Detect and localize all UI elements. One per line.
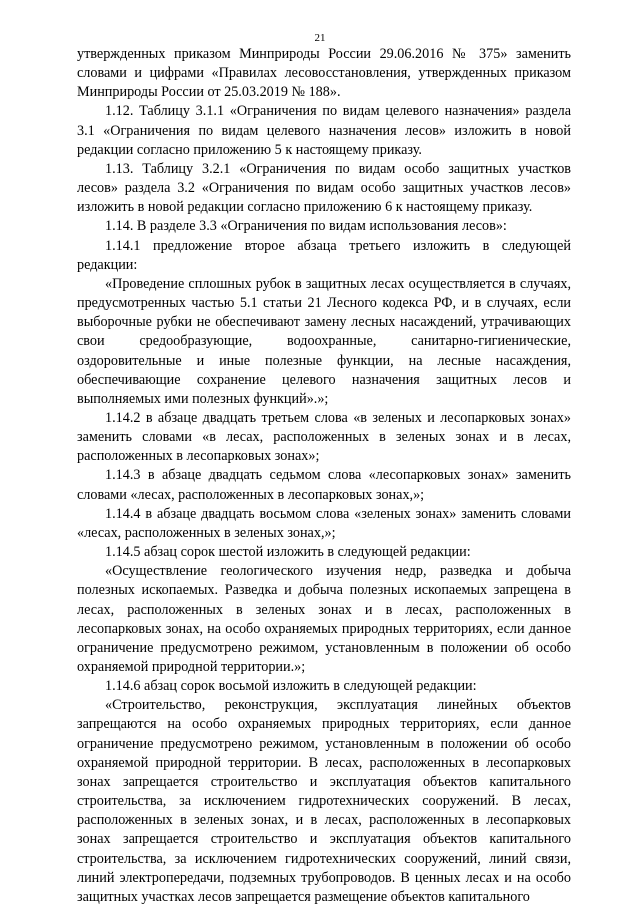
paragraph: 1.13. Таблицу 3.2.1 «Ограничения по видам особо защитных участков лесов» раздела 3.2 «Ограничения по видам особо защитных участков лесов» изложить в новой редакции согласно приложению 6 к настоящему приказу. [77,160,571,216]
paragraph: «Проведение сплошных рубок в защитных лесах осуществляется в случаях, предусмотренных частью 5.1 статьи 21 Лесного кодекса РФ, и в случаях, если выборочные рубки не обеспечивают замену лесных насаждений, утрачивающих свои средообразующие, водоохранные, санитарно-гигиенические, оздоровительные и иные полезные функции, на лесные насаждения, обеспечивающие сохранение целевого назначения защитных лесов и выполняемых ими полезных функций».»; [77,275,571,407]
paragraph: 1.14.3 в абзаце двадцать седьмом слова «лесопарковых зонах» заменить словами «лесах, расположенных в лесопарковых зонах,»; [77,467,571,503]
paragraph: 1.14.2 в абзаце двадцать третьем слова «в зеленых и лесопарковых зонах» заменить словами «в лесах, расположенных в зеленых зонах и в лесах, расположенных в лесопарковых зонах»; [77,409,571,465]
paragraph: 1.14.1 предложение второе абзаца третьего изложить в следующей редакции: [77,237,571,273]
paragraph: 1.14.5 абзац сорок шестой изложить в следующей редакции: [105,544,471,561]
page-number: 21 [314,32,326,44]
paragraph: «Осуществление геологического изучения недр, разведка и добыча полезных ископаемых. Разведка и добыча полезных ископаемых запрещена в лесах, расположенных в зеленых зонах и в лесах, расположенных в лесопарковых зонах, на особо охраняемых природных территориях, если данное ограничение предусмотрено режимом, установленным в положении об особо охраняемой природной территории.»; [77,563,571,675]
paragraph: 1.14.6 абзац сорок восьмой изложить в следующей редакции: [105,678,477,695]
paragraph: 1.14. В разделе 3.3 «Ограничения по видам использования лесов»: [105,218,507,235]
document-body [77,45,571,907]
paragraph: 1.14.4 в абзаце двадцать восьмом слова «зеленых зонах» заменить словами «лесах, расположенных в зеленых зонах,»; [77,505,571,541]
paragraph: утвержденных приказом Минприроды России 29.06.2016 № 375» заменить словами и цифрами «Правилах лесовосстановления, утвержденных приказом Минприроды России от 25.03.2019 № 188». [77,46,571,101]
paragraph: 1.12. Таблицу 3.1.1 «Ограничения по видам целевого назначения» раздела 3.1 «Ограничения по видам целевого назначения лесов» изложить в новой редакции согласно приложению 5 к настоящему приказу. [77,103,571,158]
paragraph: «Строительство, реконструкция, эксплуатация линейных объектов запрещаются на особо охраняемых природных территориях, если данное ограничение предусмотрено режимом, установленным в положении об особо охраняемой природной территории. В лесах, расположенных в лесопарковых зонах запрещается строительство и эксплуатация объектов капитального строительства, за исключением гидротехнических сооружений. В лесах, расположенных в зеленых зонах, и в лесах, расположенных в лесопарковых зонах запрещается строительство и эксплуатация объектов капитального строительства, за исключением гидротехнических сооружений, линий связи, линий электропередачи, подземных трубопроводов. В ценных лесах и на особо защитных участках лесов запрещается размещение объектов капитального [77,697,571,905]
